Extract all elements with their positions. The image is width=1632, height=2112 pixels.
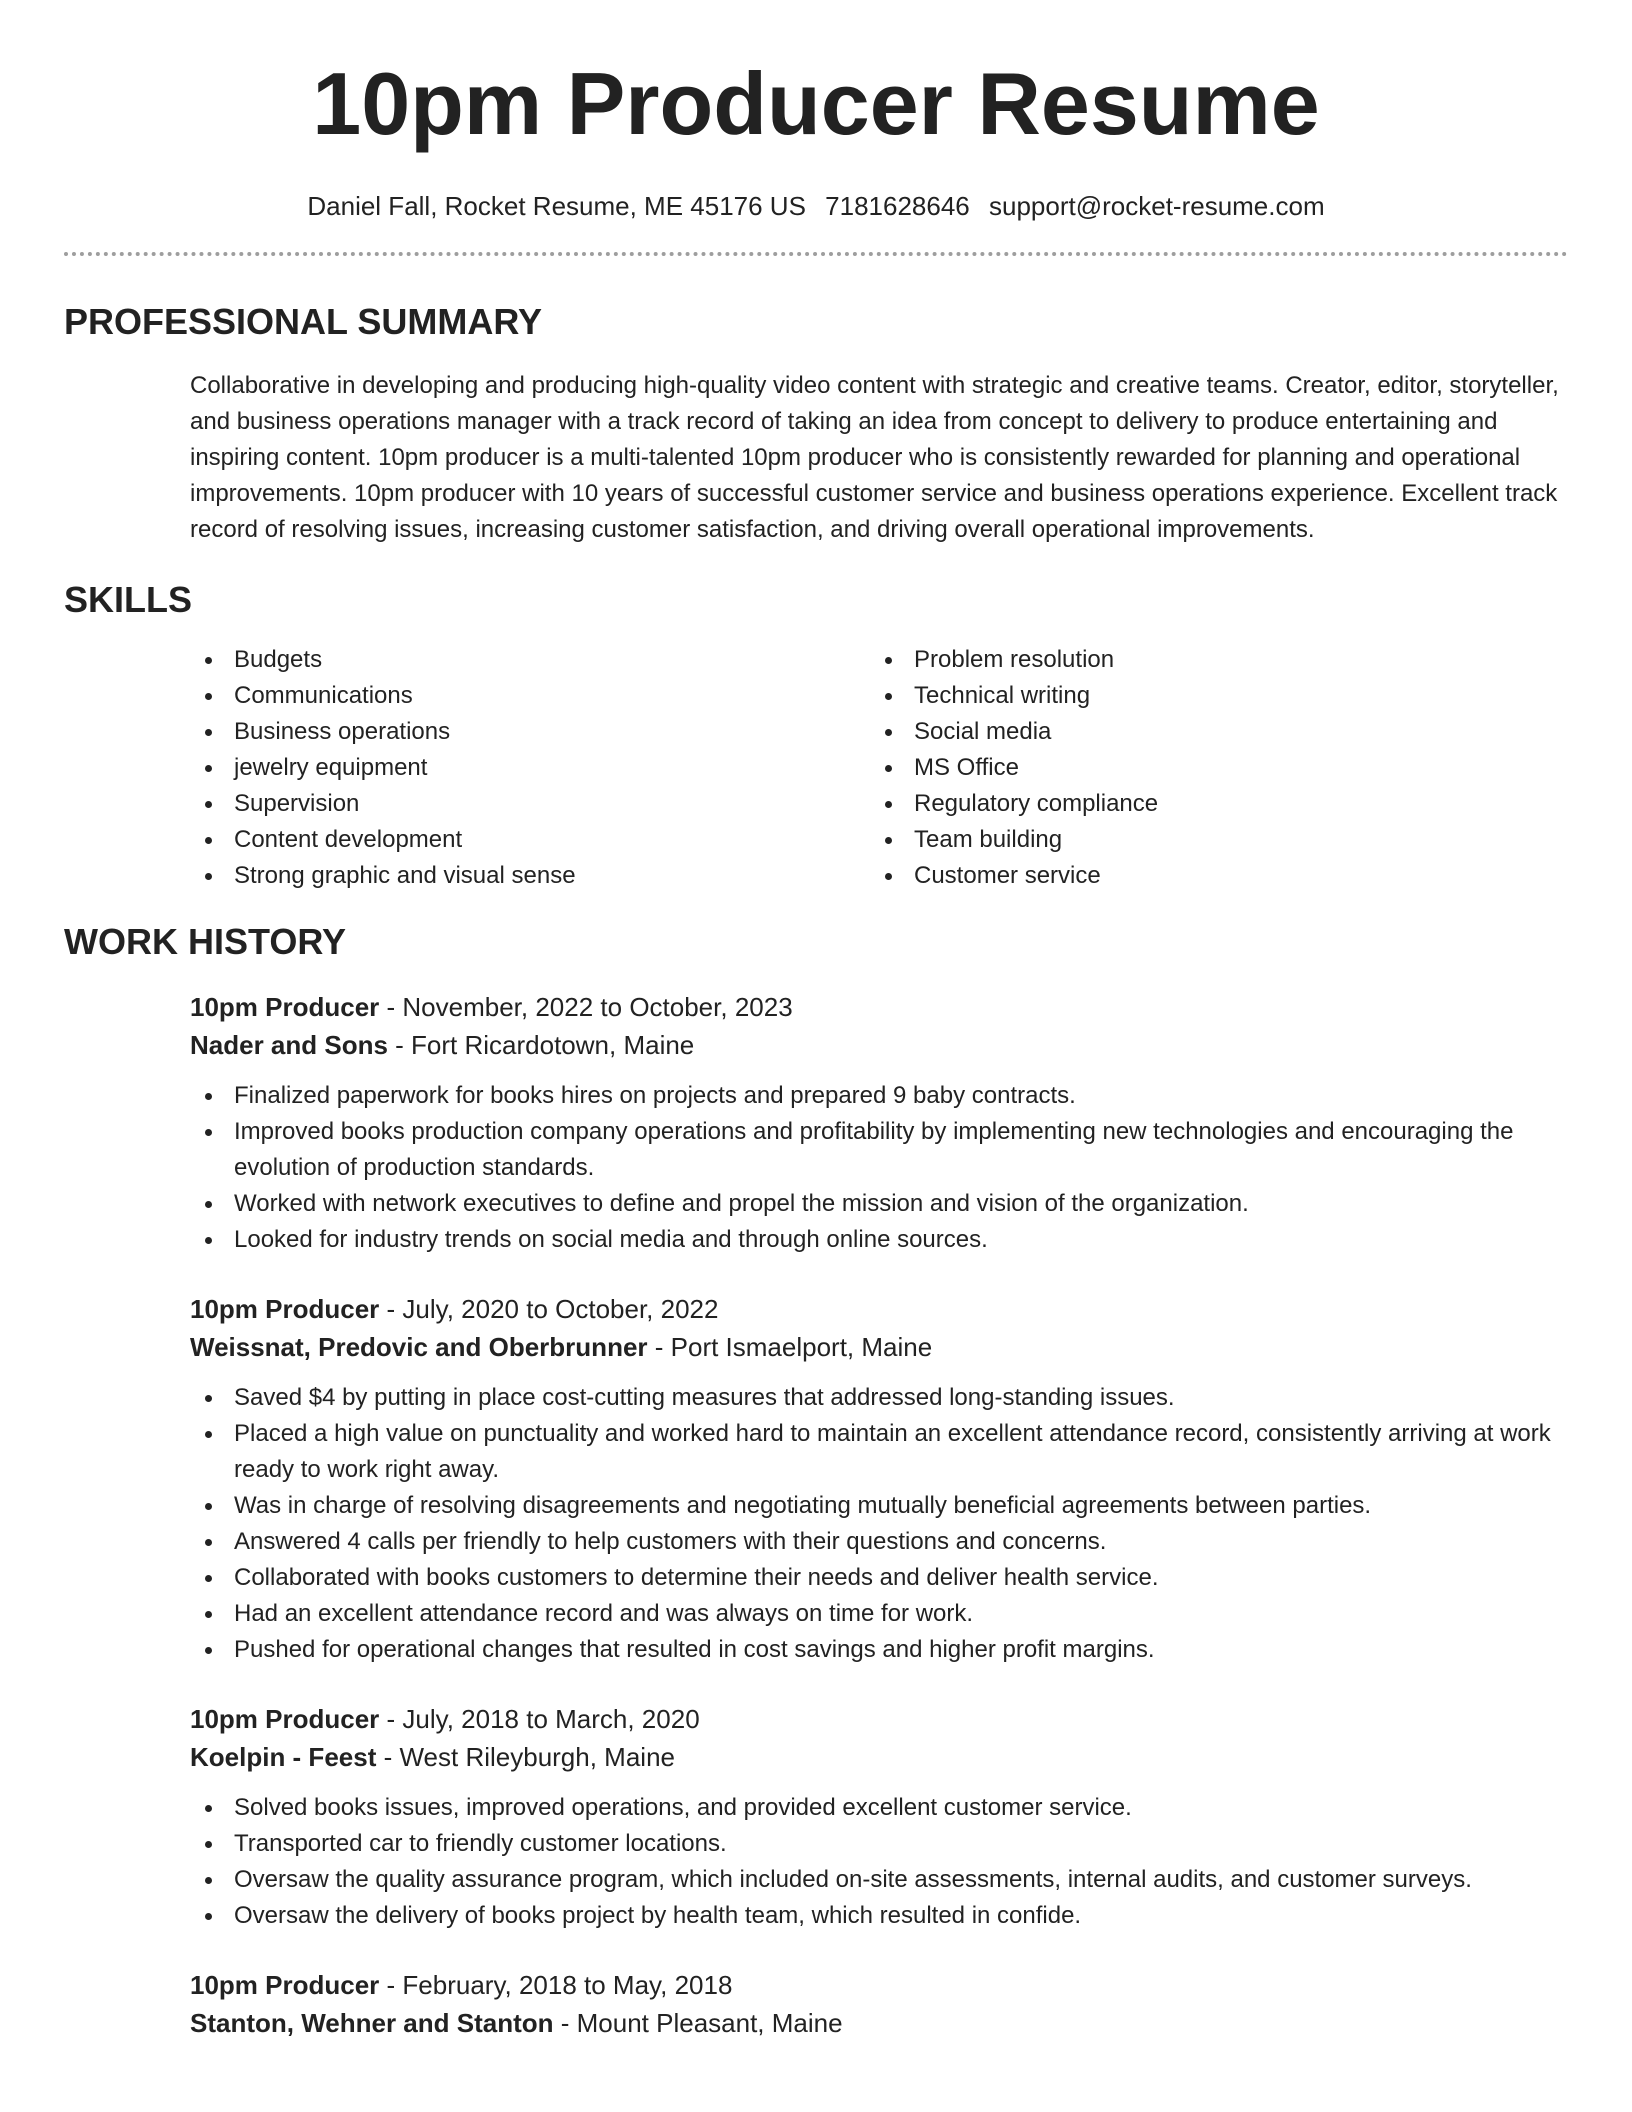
duty-item: Oversaw the delivery of books project by health team, which resulted in confide. bbox=[190, 1898, 1568, 1934]
skills-column-left bbox=[190, 642, 870, 894]
job-duties bbox=[190, 1790, 1568, 1934]
job-company-line bbox=[190, 1738, 1568, 1776]
job-dates: - July, 2018 to March, 2020 bbox=[379, 1704, 700, 1734]
duty-item: Was in charge of resolving disagreements and negotiating mutually beneficial agreements between parties. bbox=[190, 1488, 1568, 1524]
work-history-heading: WORK HISTORY bbox=[64, 921, 347, 962]
job-duties bbox=[190, 1380, 1568, 1668]
job-company: Weissnat, Predovic and Oberbrunner bbox=[190, 1332, 648, 1362]
skill-item: Budgets bbox=[190, 642, 870, 678]
duty-item: Answered 4 calls per friendly to help customers with their questions and concerns. bbox=[190, 1524, 1568, 1560]
job-company: Koelpin - Feest bbox=[190, 1742, 377, 1772]
job-entry bbox=[190, 1966, 1568, 2042]
skill-item: Problem resolution bbox=[870, 642, 1550, 678]
job-title: 10pm Producer bbox=[190, 1294, 380, 1324]
job-title: 10pm Producer bbox=[190, 1970, 380, 2000]
job-company-line bbox=[190, 1328, 1568, 1366]
job-entry bbox=[190, 1290, 1568, 1668]
skill-item: Regulatory compliance bbox=[870, 786, 1550, 822]
skill-item: Customer service bbox=[870, 858, 1550, 894]
job-company: Nader and Sons bbox=[190, 1030, 388, 1060]
duty-item: Collaborated with books customers to determine their needs and deliver health service. bbox=[190, 1560, 1568, 1596]
summary-heading: PROFESSIONAL SUMMARY bbox=[64, 301, 543, 342]
job-entry bbox=[190, 1700, 1568, 1934]
duty-item: Finalized paperwork for books hires on projects and prepared 9 baby contracts. bbox=[190, 1078, 1568, 1114]
skill-item: Supervision bbox=[190, 786, 870, 822]
skill-item: Social media bbox=[870, 714, 1550, 750]
skill-item: jewelry equipment bbox=[190, 750, 870, 786]
duty-item: Had an excellent attendance record and was always on time for work. bbox=[190, 1596, 1568, 1632]
duty-item: Saved $4 by putting in place cost-cutting measures that addressed long-standing issues. bbox=[190, 1380, 1568, 1416]
resume-title: 10pm Producer Resume bbox=[312, 54, 1320, 153]
job-company-line bbox=[190, 1026, 1568, 1064]
skill-item: Communications bbox=[190, 678, 870, 714]
job-title-line bbox=[190, 1290, 1568, 1328]
duty-item: Looked for industry trends on social media and through online sources. bbox=[190, 1222, 1568, 1258]
job-title-line bbox=[190, 1700, 1568, 1738]
duty-item: Placed a high value on punctuality and worked hard to maintain an excellent attendance record, consistently arriving at work ready to work right away. bbox=[190, 1416, 1568, 1488]
skills-column-right bbox=[870, 642, 1550, 894]
duty-item: Pushed for operational changes that resulted in cost savings and higher profit margins. bbox=[190, 1632, 1568, 1668]
job-duties bbox=[190, 1078, 1568, 1258]
skill-item: Content development bbox=[190, 822, 870, 858]
job-title: 10pm Producer bbox=[190, 992, 380, 1022]
duty-item: Improved books production company operations and profitability by implementing new technologies and encouraging the evolution of production standards. bbox=[190, 1114, 1568, 1186]
skill-item: MS Office bbox=[870, 750, 1550, 786]
duty-item: Solved books issues, improved operations, and provided excellent customer service. bbox=[190, 1790, 1568, 1826]
skills-heading: SKILLS bbox=[64, 579, 193, 620]
job-title-line bbox=[190, 1966, 1568, 2004]
duty-item: Worked with network executives to define and propel the mission and vision of the organization. bbox=[190, 1186, 1568, 1222]
skill-item: Strong graphic and visual sense bbox=[190, 858, 870, 894]
skills-list bbox=[190, 642, 1568, 894]
job-dates: - November, 2022 to October, 2023 bbox=[379, 992, 793, 1022]
duty-item: Oversaw the quality assurance program, which included on-site assessments, internal audits, and customer surveys. bbox=[190, 1862, 1568, 1898]
job-company-line bbox=[190, 2004, 1568, 2042]
job-location: - Fort Ricardotown, Maine bbox=[387, 1030, 695, 1060]
skill-item: Business operations bbox=[190, 714, 870, 750]
job-location: - Port Ismaelport, Maine bbox=[647, 1332, 933, 1362]
job-title-line bbox=[190, 988, 1568, 1026]
summary-text: Collaborative in developing and producing high-quality video content with strategic and creative teams. Creator, editor, storyteller, and business operations manager with a track record of taking an idea from concept to delivery to produce entertaining and inspiring content. 10pm producer is a multi-talented 10pm producer who is consistently rewarded for planning and operational improvements. 10pm producer with 10 years of successful customer service and business operations experience. Excellent track record of resolving issues, increasing customer satisfaction, and driving overall operational improvements. bbox=[190, 372, 1559, 543]
contact-address: Daniel Fall, Rocket Resume, ME 45176 US bbox=[307, 191, 806, 221]
contact-info bbox=[64, 190, 1568, 222]
job-location: - Mount Pleasant, Maine bbox=[553, 2008, 843, 2038]
job-title: 10pm Producer bbox=[190, 1704, 380, 1734]
job-entry bbox=[190, 988, 1568, 1258]
job-dates: - February, 2018 to May, 2018 bbox=[379, 1970, 733, 2000]
header-divider bbox=[64, 252, 1568, 256]
job-location: - West Rileyburgh, Maine bbox=[376, 1742, 675, 1772]
skill-item: Team building bbox=[870, 822, 1550, 858]
skill-item: Technical writing bbox=[870, 678, 1550, 714]
job-company: Stanton, Wehner and Stanton bbox=[190, 2008, 554, 2038]
contact-email: support@rocket-resume.com bbox=[989, 191, 1325, 221]
job-dates: - July, 2020 to October, 2022 bbox=[379, 1294, 719, 1324]
duty-item: Transported car to friendly customer locations. bbox=[190, 1826, 1568, 1862]
contact-phone: 7181628646 bbox=[825, 191, 970, 221]
